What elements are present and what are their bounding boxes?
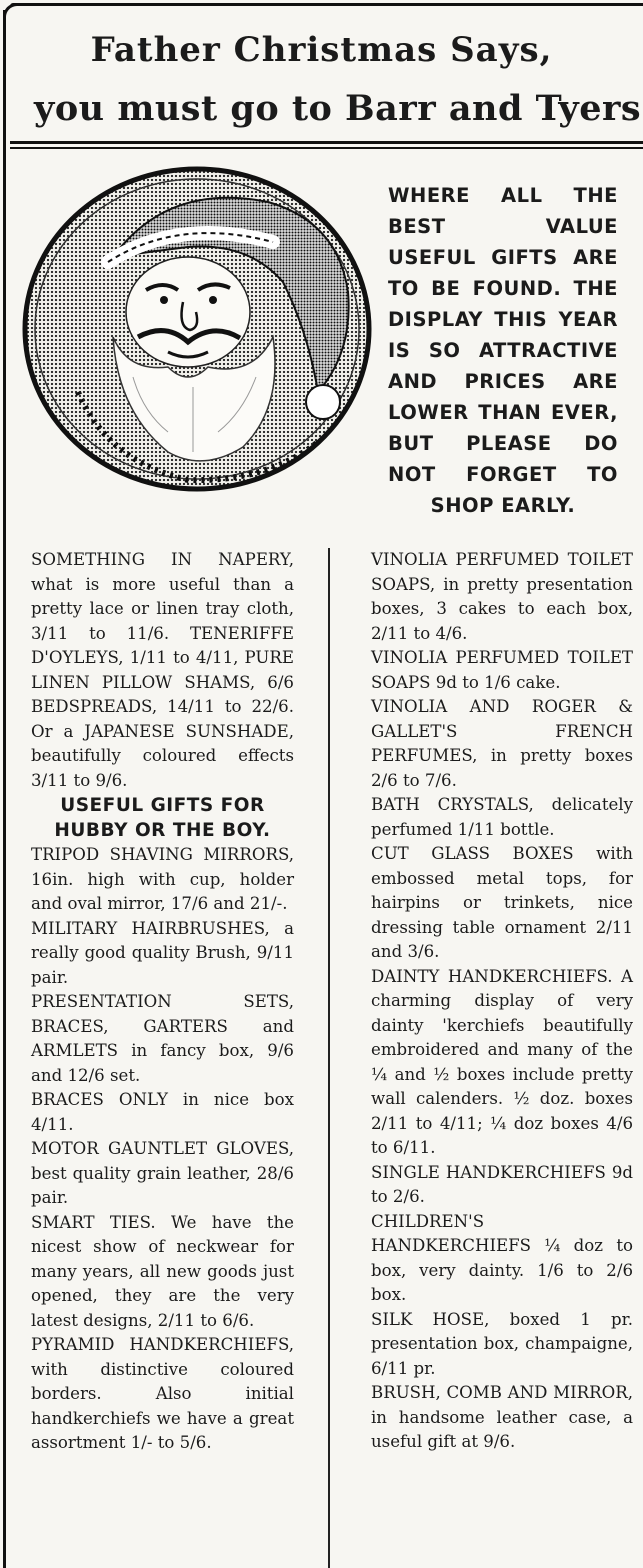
- headline-line-2: you must go to Barr and Tyers: [34, 88, 642, 129]
- napery-paragraph: SOMETHING IN NAPERY, what is more useful than a pretty lace or linen tray cloth, 3/11 to 11/6. TENERIFFE D'OYLEYS, 1/11 to 4/11, PURE LINEN PILLOW SHAMS, 6/6 BEDSPREADS, 14/11 to 22/6. Or a JAPANESE SUNSHADE, beautifully coloured effects 3/11 to 9/6.: [31, 550, 294, 790]
- section-heading: USEFUL GIFTS FOR HUBBY OR THE BOY.: [54, 795, 271, 841]
- list-item: VINOLIA PERFUMED TOILET SOAPS, in pretty presentation boxes, 3 cakes to each box, 2/11 to 4/6.: [371, 550, 633, 643]
- list-item: BATH CRYSTALS, delicately perfumed 1/11 bottle.: [371, 795, 633, 839]
- page-border-corner: [3, 3, 24, 24]
- list-item: VINOLIA AND ROGER & GALLET'S FRENCH PERFUMES, in pretty boxes 2/6 to 7/6.: [371, 697, 633, 790]
- header-rule-thick: [10, 141, 643, 144]
- headline-line-1: Father Christmas Says,: [90, 30, 553, 70]
- header-rule-thin: [10, 147, 643, 149]
- left-column: [31, 548, 294, 1456]
- list-item: TRIPOD SHAVING MIRRORS, 16in. high with cup, holder and oval mirror, 17/6 and 21/-.: [31, 845, 294, 913]
- santa-portrait-icon: [18, 162, 376, 496]
- page-border-left: [3, 10, 6, 1568]
- list-item: BRACES ONLY in nice box 4/11.: [31, 1090, 294, 1134]
- list-item: PRESENTATION SETS, BRACES, GARTERS and ARMLETS in fancy box, 9/6 and 12/6 set.: [31, 992, 294, 1085]
- list-item: SINGLE HANDKERCHIEFS 9d to 2/6.: [371, 1162, 633, 1206]
- list-item: MOTOR GAUNTLET GLOVES, best quality grain leather, 28/6 pair.: [31, 1139, 294, 1207]
- column-divider: [328, 548, 330, 1568]
- list-item: MILITARY HAIRBRUSHES, a really good quality Brush, 9/11 pair.: [31, 918, 294, 987]
- list-item: BRUSH, COMB AND MIRROR, in handsome leather case, a useful gift at 9/6.: [371, 1383, 633, 1451]
- list-item: DAINTY HANDKERCHIEFS. A charming display of very dainty 'kerchiefs beautifully embroidered and many of the ¼ and ½ boxes include pretty wall calenders. ½ doz. boxes 2/11 to 4/11; ¼ doz boxes 4/6 to 6/11.: [371, 966, 633, 1157]
- list-item: VINOLIA PERFUMED TOILET SOAPS 9d to 1/6 cake.: [371, 648, 633, 692]
- page-border-top: [10, 3, 643, 6]
- list-item: SILK HOSE, boxed 1 pr. presentation box, champaigne, 6/11 pr.: [371, 1309, 633, 1378]
- tagline-text: WHERE ALL THE BEST VALUE USEFUL GIFTS ARE TO BE FOUND. THE DISPLAY THIS YEAR IS SO ATTRACTIVE AND PRICES ARE LOWER THAN EVER, BUT PLEASE DO NOT FORGET TO SHOP EARLY.: [388, 184, 618, 517]
- list-item: SMART TIES. We have the nicest show of neckwear for many years, all new goods just opened, they are the very latest designs, 2/11 to 6/6.: [31, 1212, 294, 1330]
- right-column: [371, 548, 633, 1455]
- list-item: PYRAMID HANDKERCHIEFS, with distinctive coloured borders. Also initial handkerchiefs we have a great assortment 1/- to 5/6.: [31, 1335, 294, 1452]
- list-item: CUT GLASS BOXES with embossed metal tops, for hairpins or trinkets, nice dressing table ornament 2/11 and 3/6.: [371, 844, 633, 961]
- list-item: CHILDREN'S HANDKERCHIEFS ¼ doz to box, very dainty. 1/6 to 2/6 box.: [371, 1211, 633, 1304]
